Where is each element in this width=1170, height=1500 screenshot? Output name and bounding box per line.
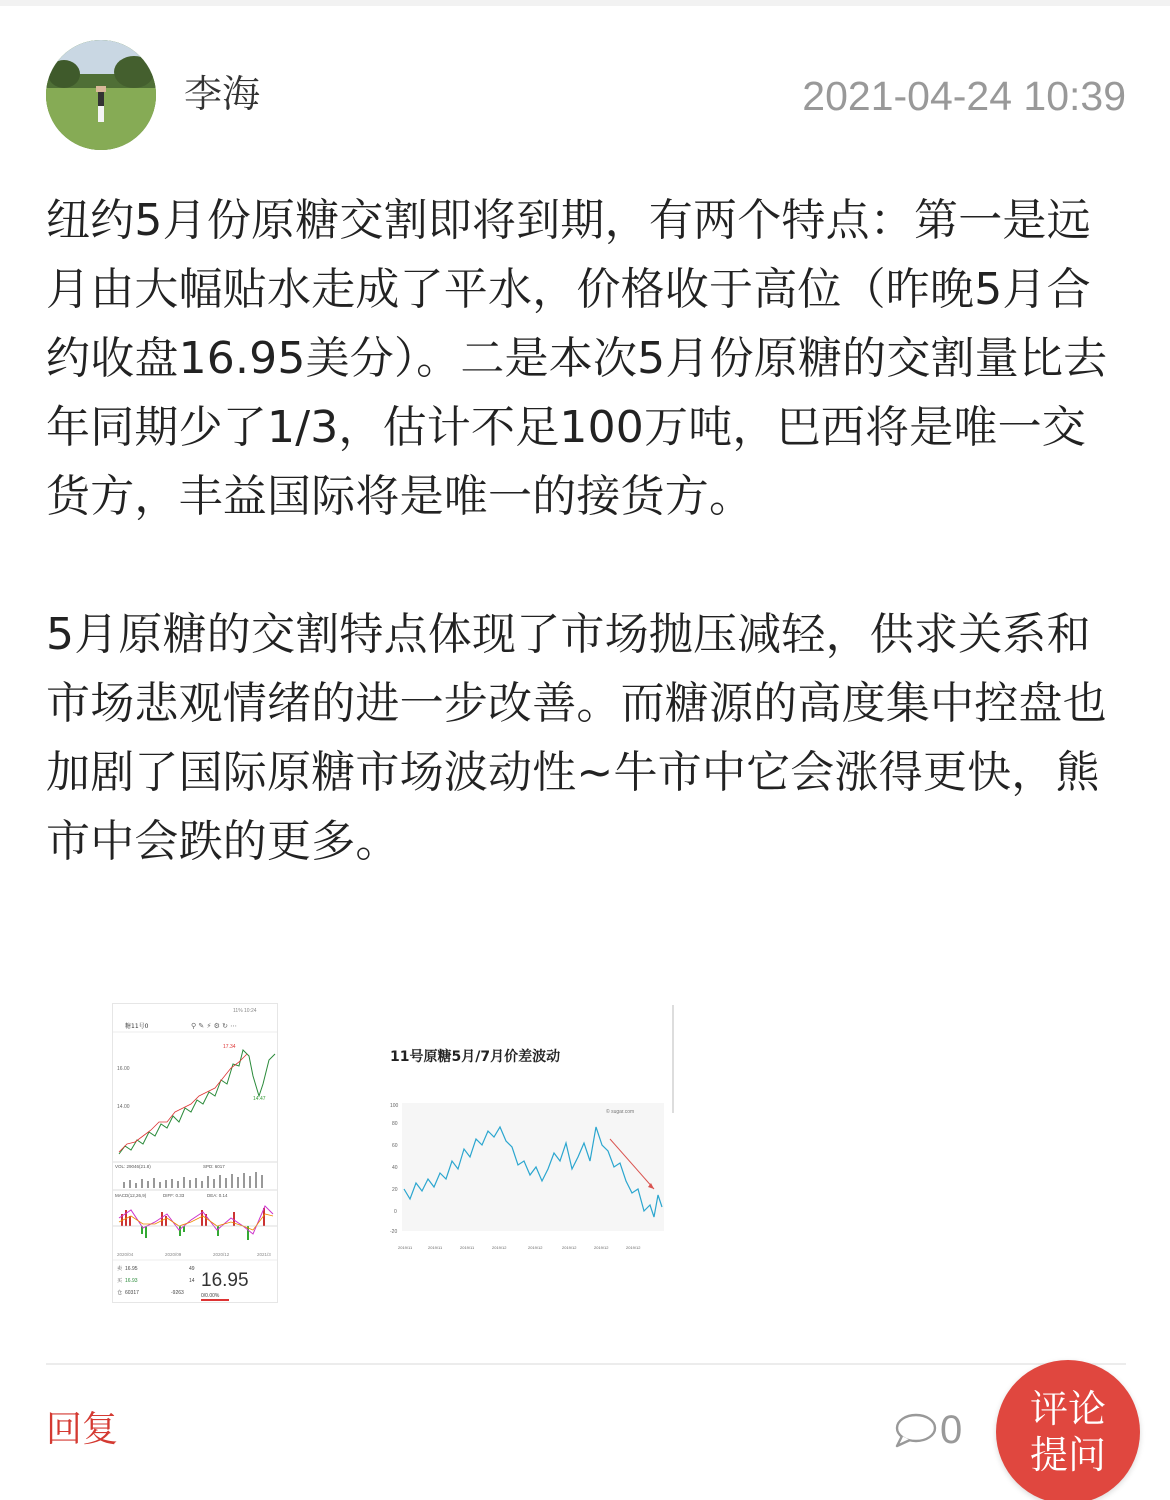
y-tick-20: 20 <box>392 1187 398 1193</box>
post-time: 2021-04-24 10:39 <box>802 73 1126 119</box>
diff-label: DIFF: 0.33 <box>163 1193 185 1198</box>
vol-label: VOL: 29046(21.8) <box>115 1164 151 1169</box>
date-label-2: 2020/09 <box>165 1252 182 1257</box>
comment-ask-button[interactable] <box>996 1360 1140 1500</box>
price-change: 0/0.00% <box>201 1293 220 1299</box>
bid-label: 买 <box>117 1278 123 1284</box>
oi-change: -9263 <box>171 1290 184 1296</box>
date-label-1: 2020/04 <box>117 1252 134 1257</box>
top-divider <box>0 0 1170 6</box>
fab-line-2: 提问 <box>1029 1433 1106 1477</box>
avatar[interactable] <box>46 40 156 150</box>
spread-chart-image-svg <box>378 1003 676 1253</box>
y-tick-neg20: -20 <box>390 1229 398 1235</box>
post-body <box>46 186 1126 876</box>
spread-chart-image[interactable] <box>378 1003 676 1253</box>
spd-label: SPD: 6017 <box>203 1164 225 1169</box>
spread-chart-watermark: © sugar.com <box>606 1109 635 1115</box>
last-price: 16.95 <box>201 1270 249 1291</box>
ask-qty: 49 <box>189 1266 195 1272</box>
trading-app-screenshot-image <box>113 1004 278 1303</box>
bid-qty: 14 <box>189 1278 195 1284</box>
trading-app-screenshot[interactable] <box>112 1003 278 1303</box>
ask-price: 16.95 <box>125 1266 138 1272</box>
post-paragraph-2: 5月原糖的交割特点体现了市场抛压减轻，供求关系和市场悲观情绪的进一步改善。而糖源的高度集中控盘也加剧了国际原糖市场波动性~牛市中它会涨得更快，熊市中会跌的更多。 <box>46 609 1107 867</box>
footer-divider <box>46 1363 1126 1365</box>
oi-value: 60317 <box>125 1290 139 1296</box>
price-label-low: 14.00 <box>117 1104 130 1110</box>
avatar-image <box>46 40 156 150</box>
app-title: 糖11号0 <box>125 1023 149 1030</box>
y-tick-100: 100 <box>390 1103 399 1109</box>
x-tick-7: 2019/12 <box>594 1245 609 1250</box>
ask-label: 卖 <box>117 1266 123 1272</box>
y-tick-80: 80 <box>392 1121 398 1127</box>
y-tick-60: 60 <box>392 1143 398 1149</box>
reply-button[interactable]: 回复 <box>46 1409 119 1450</box>
date-label-4: 2021/3 <box>257 1252 271 1257</box>
status-time: 11% 10:24 <box>233 1008 257 1014</box>
macd-label: MACD(12,26,9) <box>115 1193 147 1198</box>
comment-bubble-icon <box>892 1410 938 1450</box>
date-label-3: 2020/12 <box>213 1252 230 1257</box>
x-tick-1: 2019/11 <box>398 1245 413 1250</box>
fab-line-1: 评论 <box>1029 1387 1106 1431</box>
x-tick-5: 2019/12 <box>528 1245 543 1250</box>
y-tick-40: 40 <box>392 1165 398 1171</box>
dea-label: DEA: 0.14 <box>207 1193 228 1198</box>
x-tick-2: 2019/11 <box>428 1245 443 1250</box>
peak-label: 17.34 <box>223 1044 236 1050</box>
y-tick-0: 0 <box>394 1209 397 1215</box>
post-header <box>46 40 1126 150</box>
comment-count-value: 0 <box>940 1408 963 1452</box>
oi-label: 仓 <box>117 1290 123 1296</box>
x-tick-4: 2019/12 <box>492 1245 507 1250</box>
x-tick-8: 2019/12 <box>626 1245 641 1250</box>
x-tick-3: 2019/11 <box>460 1245 475 1250</box>
comment-count[interactable] <box>892 1408 962 1452</box>
post-paragraph-1: 纽约5月份原糖交割即将到期，有两个特点：第一是远月由大幅贴水走成了平水，价格收于高位（昨晚5月合约收盘16.95美分）。二是本次5月份原糖的交割量比去年同期少了1/3，估计不足100万吨，巴西将是唯一交货方，丰益国际将是唯一的接货方。 <box>46 195 1108 522</box>
author-name[interactable]: 李海 <box>184 72 261 116</box>
spread-chart-title: 11号原糖5月/7月价差波动 <box>390 1049 561 1065</box>
low-label: 14.47 <box>253 1096 266 1102</box>
price-label-high: 16.00 <box>117 1066 130 1072</box>
svg-text:⚲ ✎ ⚡ ⚙ ↻ ⋯: ⚲ ✎ ⚡ ⚙ ↻ ⋯ <box>191 1022 238 1030</box>
bid-price: 16.93 <box>125 1278 138 1284</box>
x-tick-6: 2019/12 <box>562 1245 577 1250</box>
image-edge <box>672 1005 674 1113</box>
